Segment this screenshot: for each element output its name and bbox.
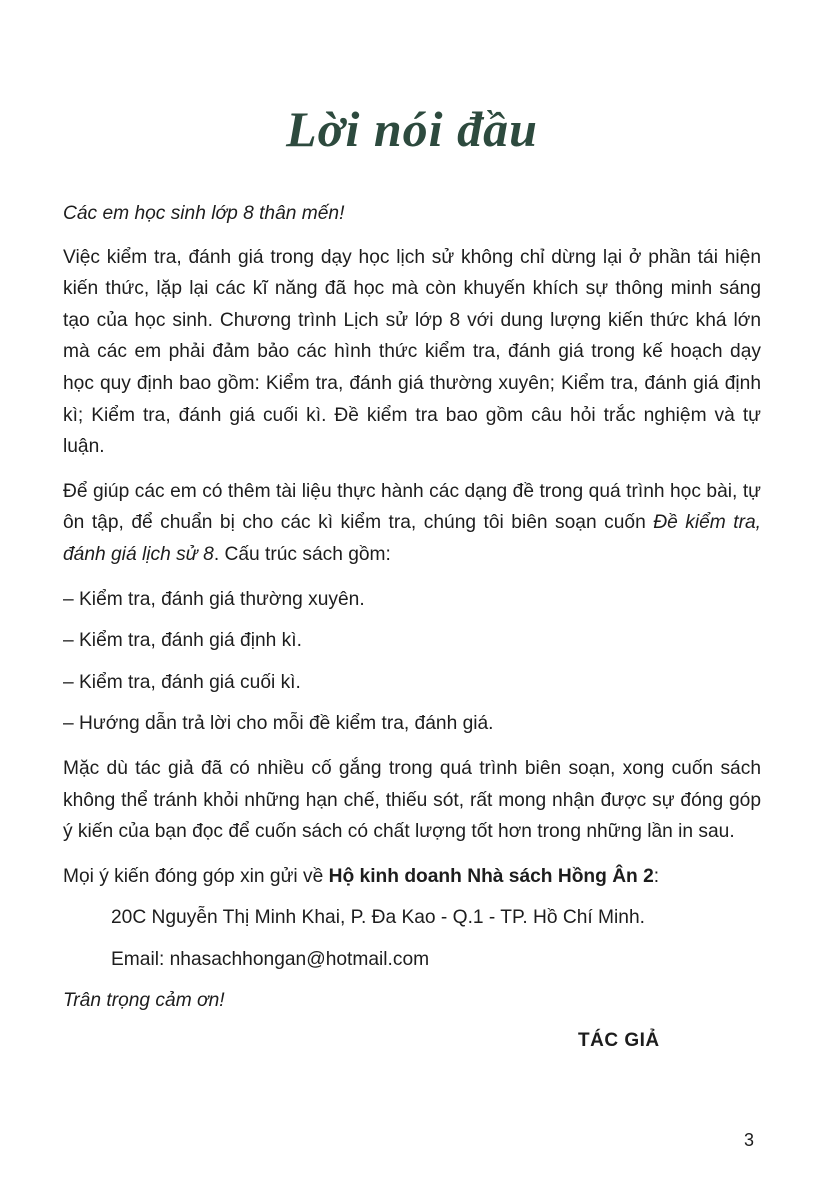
preface-body — [63, 198, 761, 1017]
list-item: – Kiểm tra, đánh giá cuối kì. — [63, 671, 301, 693]
contact-colon: : — [653, 865, 660, 887]
list-item: – Hướng dẫn trả lời cho mỗi đề kiểm tra, đánh giá. — [63, 713, 494, 735]
publisher-address: 20C Nguyễn Thị Minh Khai, P. Đa Kao - Q.1 - TP. Hồ Chí Minh. — [111, 907, 645, 929]
contact-intro — [63, 861, 761, 893]
paragraph-2-before: Để giúp các em có thêm tài liệu thực hành các dạng đề trong quá trình học bài, tự ôn tập, để chuẩn bị cho các kì kiểm tra, chúng tôi biên soạn cuốn — [63, 480, 761, 534]
author-signature: TÁC GIẢ — [578, 1030, 660, 1051]
list-item: – Kiểm tra, đánh giá định kì. — [63, 630, 302, 652]
contact-intro-text: Mọi ý kiến đóng góp xin gửi về — [63, 865, 329, 887]
page-number: 3 — [744, 1130, 755, 1150]
paragraph-1: Việc kiểm tra, đánh giá trong dạy học lịch sử không chỉ dừng lại ở phần tái hiện kiến thức, lặp lại các kĩ năng đã học mà còn khuyến khích sự thông minh sáng tạo của học sinh. Chương trình Lịch sử lớp 8 với dung lượng kiến thức khá lớn mà các em phải đảm bảo các hình thức kiểm tra, đánh giá trong kế hoạch dạy học quy định bao gồm: Kiểm tra, đánh giá thường xuyên; Kiểm tra, đánh giá định kì; Kiểm tra, đánh giá cuối kì. Đề kiểm tra bao gồm câu hỏi trắc nghiệm và tự luận. — [63, 246, 761, 458]
paragraph-3: Mặc dù tác giả đã có nhiều cố gắng trong quá trình biên soạn, xong cuốn sách không thể tránh khỏi những hạn chế, thiếu sót, rất mong nhận được sự đóng góp ý kiến của bạn đọc để cuốn sách có chất lượng tốt hơn trong những lần in sau. — [63, 757, 761, 843]
page-title: Lời nói đầu — [286, 101, 538, 157]
publisher-email: Email: nhasachhongan@hotmail.com — [111, 948, 430, 970]
paragraph-2 — [63, 476, 761, 571]
book-title: Đề kiểm tra, đánh giá lịch sử 8 — [63, 512, 761, 565]
list-item: – Kiểm tra, đánh giá thường xuyên. — [63, 588, 365, 610]
closing-line: Trân trọng cảm ơn! — [63, 990, 225, 1012]
publisher-name: Hộ kinh doanh Nhà sách Hồng Ân 2 — [328, 865, 654, 887]
paragraph-2-after: . Cấu trúc sách gồm: — [213, 543, 391, 565]
greeting: Các em học sinh lớp 8 thân mến! — [63, 203, 345, 224]
